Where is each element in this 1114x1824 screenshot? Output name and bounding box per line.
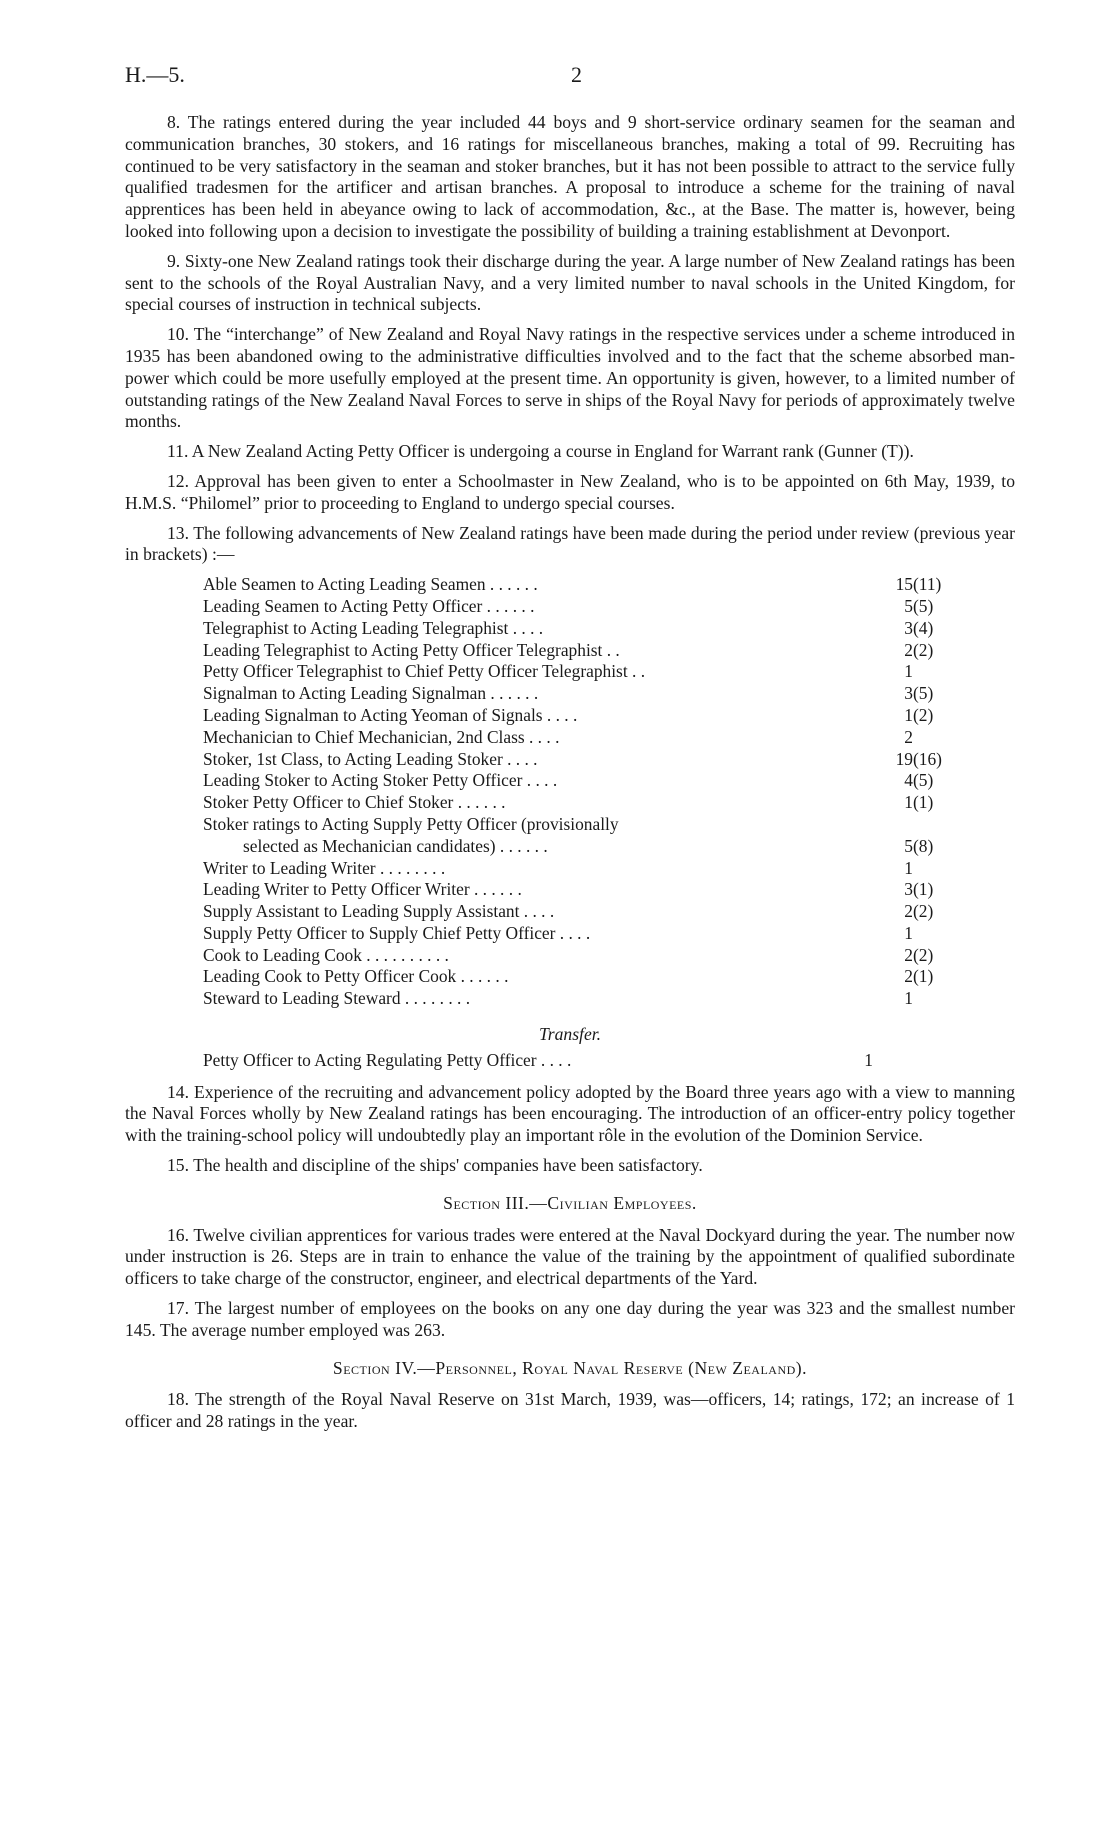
- transfer-count: 1: [864, 1049, 873, 1070]
- previous-year-count: (8): [913, 835, 934, 856]
- previous-year-count: (1): [913, 966, 934, 987]
- advancement-label: Leading Telegraphist to Acting Petty Officer Telegraphist . .: [203, 639, 620, 660]
- page-number: 2: [571, 62, 582, 87]
- previous-year-count: [913, 923, 963, 945]
- advancement-label: Leading Stoker to Acting Stoker Petty Officer . . . .: [203, 770, 558, 791]
- advancement-count: 1: [904, 988, 913, 1009]
- previous-year-count: (11): [913, 574, 942, 595]
- table-row: [203, 901, 963, 923]
- advancement-label: Leading Cook to Petty Officer Cook . . . . . .: [203, 966, 509, 987]
- section-3-heading: Section III.—Civilian Employees.: [443, 1192, 697, 1213]
- previous-year-count: (2): [913, 944, 934, 965]
- advancement-label: Cook to Leading Cook . . . . . . . . . .: [203, 944, 449, 965]
- advancement-count: 3: [904, 683, 913, 704]
- advancement-label: Mechanician to Chief Mechanician, 2nd Class . . . .: [203, 726, 560, 747]
- section-4-heading: Section IV.—Personnel, Royal Naval Reserve (New Zealand).: [332, 1357, 808, 1378]
- empty-cell: [873, 1050, 923, 1072]
- previous-year-count: (1): [913, 879, 934, 900]
- table-row: [203, 814, 963, 836]
- advancement-label: Writer to Leading Writer . . . . . . . .: [203, 857, 446, 878]
- paragraph-8: 8. The ratings entered during the year included 44 boys and 9 short-service ordinary seamen for the seaman and communication branches, 30 stokers, and 16 ratings for miscellaneous branches, making a total of 99. Recruiting has continued to be very satisfactory in the seaman and stoker branches, but it has not been possible to attract to the service fully qualified tradesmen for the artificer and artisan branches. A proposal to introduce a scheme for the training of naval apprentices has been held in abeyance owing to lack of accommodation, &c., at the Base. The matter is, however, being looked into following upon a decision to investigate the possibility of building a training establishment at Devonport.: [125, 112, 1015, 241]
- previous-year-count: (2): [913, 704, 934, 725]
- advancement-label: Leading Writer to Petty Officer Writer . . . . . .: [203, 879, 522, 900]
- previous-year-count: [913, 814, 963, 836]
- advancement-count: 2: [904, 944, 913, 965]
- advancement-label: Petty Officer Telegraphist to Chief Petty Officer Telegraphist . .: [203, 661, 646, 682]
- table-row: [203, 858, 963, 880]
- previous-year-count: (16): [913, 748, 942, 769]
- advancement-count: 15: [895, 574, 913, 595]
- table-row: [203, 640, 963, 662]
- paragraph-16: 16. Twelve civilian apprentices for various trades were entered at the Naval Dockyard during the year. The number now under instruction is 26. Steps are in train to enhance the value of the training by the appointment of qualified subordinate officers to take charge of the constructor, engineer, and electrical departments of the Yard.: [125, 1224, 1015, 1289]
- table-row: [203, 661, 963, 683]
- page-header: [125, 62, 1015, 96]
- advancement-count: 19: [895, 748, 913, 769]
- page-body: [125, 112, 1015, 1441]
- advancement-label: Telegraphist to Acting Leading Telegraphist . . . .: [203, 617, 544, 638]
- table-row: [203, 574, 963, 596]
- table-row: [203, 792, 963, 814]
- advancement-label: Leading Seamen to Acting Petty Officer . . . . . .: [203, 595, 535, 616]
- advancement-count: 3: [904, 879, 913, 900]
- previous-year-count: [913, 858, 963, 880]
- transfer-label: Petty Officer to Acting Regulating Petty Officer . . . .: [203, 1049, 572, 1070]
- advancement-label: Supply Petty Officer to Supply Chief Petty Officer . . . .: [203, 922, 591, 943]
- advancement-label: Stoker, 1st Class, to Acting Leading Stoker . . . .: [203, 748, 538, 769]
- previous-year-count: (5): [913, 770, 934, 791]
- advancement-label: selected as Mechanician candidates) . . . . . .: [243, 835, 548, 856]
- advancement-count: 1: [904, 792, 913, 813]
- table-row: [203, 705, 963, 727]
- paragraph-17: 17. The largest number of employees on the books on any one day during the year was 323 and the smallest number 145. The average number employed was 263.: [125, 1298, 1015, 1340]
- advancement-count: 4: [904, 770, 913, 791]
- advancement-label: Steward to Leading Steward . . . . . . . .: [203, 988, 471, 1009]
- paragraph-15: 15. The health and discipline of the ships' companies have been satisfactory.: [167, 1155, 703, 1176]
- advancement-count: 1: [904, 857, 913, 878]
- previous-year-count: (2): [913, 901, 934, 922]
- advancement-count: 1: [904, 704, 913, 725]
- advancement-count: 1: [904, 922, 913, 943]
- previous-year-count: (5): [913, 595, 934, 616]
- paragraph-13: 13. The following advancements of New Zealand ratings have been made during the period under review (previous year in brackets) :—: [125, 522, 1015, 565]
- paragraph-11: 11. A New Zealand Acting Petty Officer is undergoing a course in England for Warrant rank (Gunner (T)).: [167, 441, 914, 462]
- table-row: [203, 596, 963, 618]
- advancement-label: Supply Assistant to Leading Supply Assistant . . . .: [203, 901, 555, 922]
- paragraph-10: 10. The “interchange” of New Zealand and Royal Navy ratings in the respective services under a scheme introduced in 1935 has been abandoned owing to the administrative difficulties involved and to the fact that the scheme absorbed man-power which could be more usefully employed at the present time. An opportunity is given, however, to a limited number of outstanding ratings of the New Zealand Naval Forces to serve in ships of the Royal Navy for periods of approximately twelve months.: [125, 324, 1015, 432]
- previous-year-count: [913, 727, 963, 749]
- advancement-label: Signalman to Acting Leading Signalman . . . . . .: [203, 683, 539, 704]
- advancement-count: 2: [904, 966, 913, 987]
- paragraph-12: 12. Approval has been given to enter a Schoolmaster in New Zealand, who is to be appointed on 6th May, 1939, to H.M.S. “Philomel” prior to proceeding to England to undergo special courses.: [125, 470, 1015, 513]
- paragraph-14: 14. Experience of the recruiting and advancement policy adopted by the Board three years ago with a view to manning the Naval Forces wholly by New Zealand ratings has been encouraging. The introduction of an officer-entry policy together with the training-school policy will undoubtedly play an important rôle in the evolution of the Dominion Service.: [125, 1081, 1015, 1146]
- previous-year-count: (5): [913, 683, 934, 704]
- table-row: [203, 1050, 923, 1072]
- table-row: [203, 988, 963, 1010]
- advancement-label: Stoker ratings to Acting Supply Petty Officer (provisionally: [203, 813, 619, 834]
- table-row: [203, 618, 963, 640]
- advancement-count: 1: [904, 661, 913, 682]
- advancement-count: 5: [904, 835, 913, 856]
- table-row: [203, 727, 963, 749]
- paragraph-9: 9. Sixty-one New Zealand ratings took their discharge during the year. A large number of New Zealand ratings has been sent to the schools of the Royal Australian Navy, and a very limited number to naval schools in the United Kingdom, for special courses of instruction in technical subjects.: [125, 250, 1015, 315]
- advancements-table: [203, 574, 963, 1010]
- advancement-count: 2: [904, 901, 913, 922]
- advancement-label: Able Seamen to Acting Leading Seamen . . . . . .: [203, 574, 538, 595]
- transfer-heading: Transfer.: [538, 1024, 602, 1045]
- previous-year-count: [913, 661, 963, 683]
- advancement-label: Leading Signalman to Acting Yeoman of Signals . . . .: [203, 704, 578, 725]
- transfer-table: [203, 1050, 923, 1072]
- table-row: [203, 966, 963, 988]
- table-row: [203, 770, 963, 792]
- advancement-count: 2: [904, 639, 913, 660]
- advancement-count: [883, 814, 913, 836]
- table-row: [203, 836, 963, 858]
- table-row: [203, 879, 963, 901]
- previous-year-count: (2): [913, 639, 934, 660]
- previous-year-count: [913, 988, 963, 1010]
- advancement-count: 2: [904, 726, 913, 747]
- table-row: [203, 923, 963, 945]
- advancement-count: 5: [904, 595, 913, 616]
- document-reference: H.—5.: [125, 62, 185, 87]
- advancement-label: Stoker Petty Officer to Chief Stoker . . . . . .: [203, 792, 506, 813]
- table-row: [203, 945, 963, 967]
- previous-year-count: (1): [913, 792, 934, 813]
- table-row: [203, 749, 963, 771]
- previous-year-count: (4): [913, 617, 934, 638]
- paragraph-18: 18. The strength of the Royal Naval Reserve on 31st March, 1939, was—officers, 14; ratings, 172; an increase of 1 officer and 28 ratings in the year.: [125, 1389, 1015, 1432]
- table-row: [203, 683, 963, 705]
- advancement-count: 3: [904, 617, 913, 638]
